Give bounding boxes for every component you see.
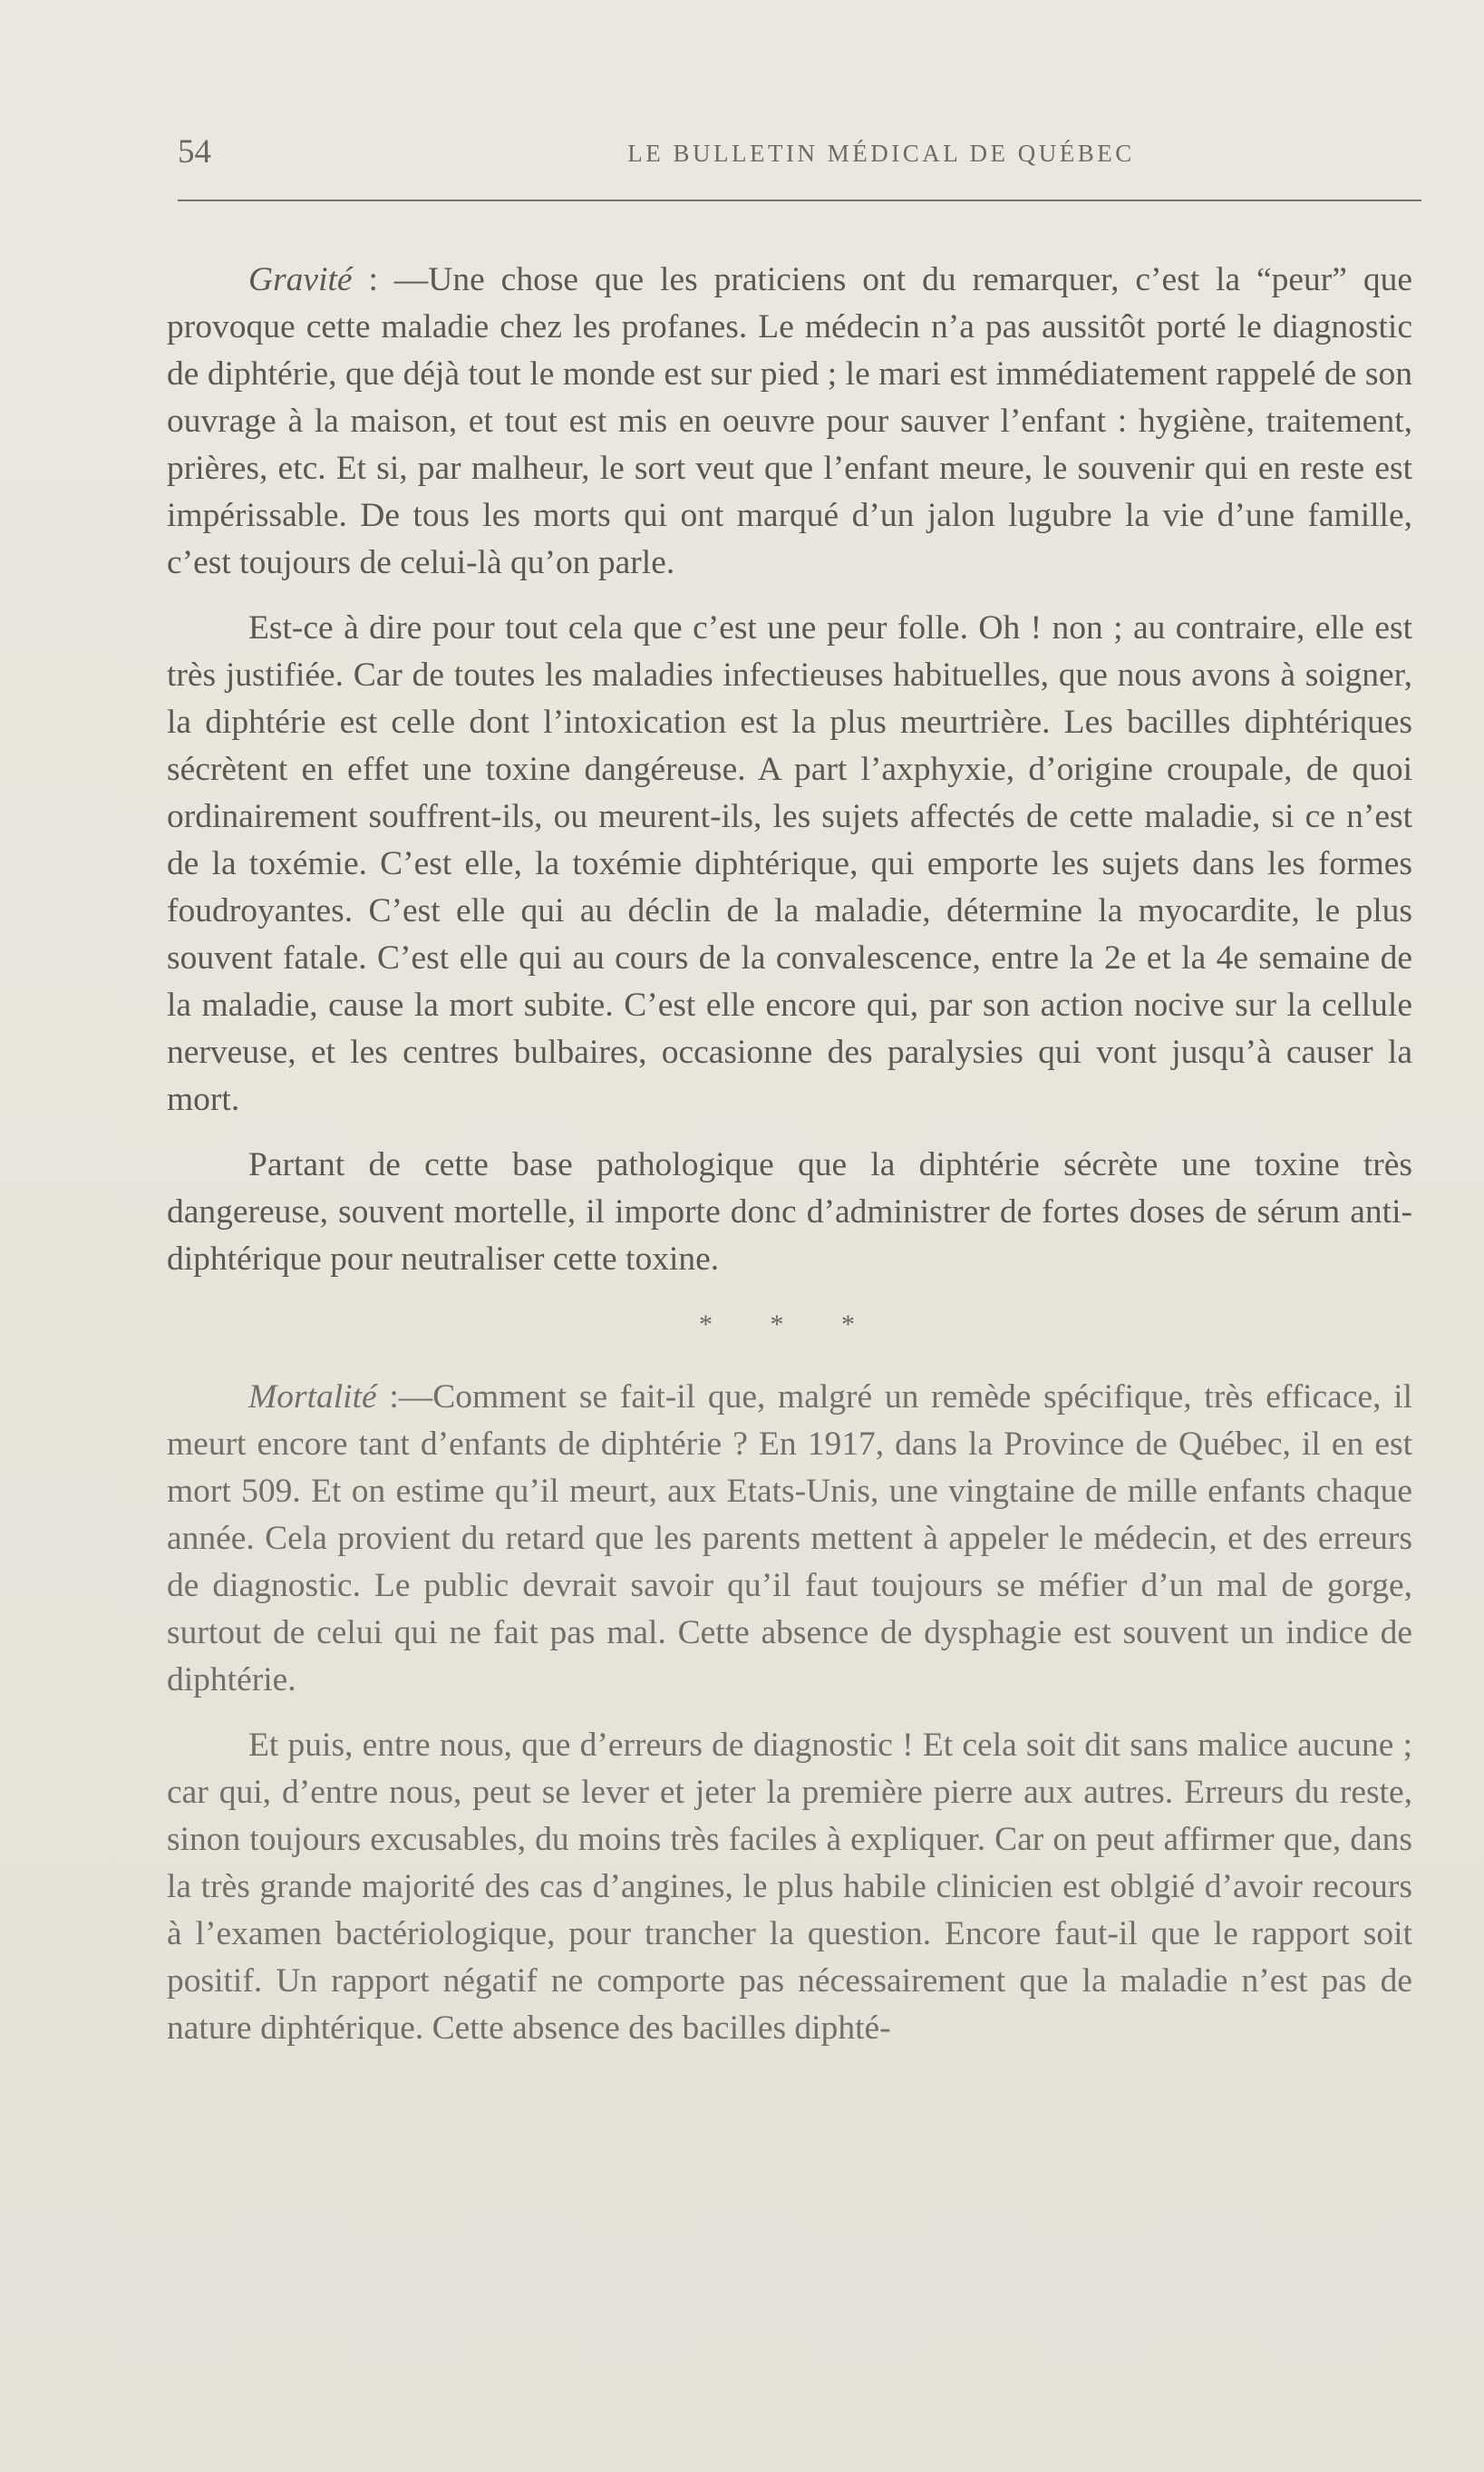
- page-number: 54: [178, 133, 211, 170]
- page-header: [178, 132, 1421, 176]
- header-rule: [178, 200, 1421, 201]
- paragraph-text: : —Une chose que les praticiens ont du remarquer, c’est la “peur” que provoque cette maladie chez les profanes. Le médecin n’a pas aussitôt porté le diagnostic de diphtérie, que déjà tout le monde est sur pied ; le mari est immédiatement rappelé de son ouvrage à la maison, et tout est mis en oeuvre pour sauver l’enfant : hygiène, traitement, prières, etc. Et si, par malheur, le sort veut que l’enfant meure, le souvenir qui en reste est impérissable. De tous les morts qui ont marqué d’un jalon lugubre la vie d’une famille, c’est toujours de celui-là qu’on parle.: [167, 261, 1412, 581]
- section-separator: * * *: [699, 1309, 880, 1339]
- paragraph-text: Est-ce à dire pour tout cela que c’est une peur folle. Oh ! non ; au contraire, elle est très justifiée. Car de toutes les maladies infectieuses habituelles, que nous avons à soigner, la diphtérie est celle dont l’intoxication est la plus meurtrière. Les bacilles diphtériques sécrètent en effet une toxine dangéreuse. A part l’axphyxie, d’origine croupale, de quoi ordinairement souffrent-ils, ou meurent-ils, les sujets affectés de cette maladie, si ce n’est de la toxémie. C’est elle, la toxémie diphtérique, qui emporte les sujets dans les formes foudroyantes. C’est elle qui au déclin de la maladie, détermine la myocardite, le plus souvent fatale. C’est elle qui au cours de la convalescence, entre la 2e et la 4e semaine de la maladie, cause la mort subite. C’est elle encore qui, par son action nocive sur la cellule nerveuse, et les centres bulbaires, occasionne des paralysies qui vont jusqu’à causer la mort.: [167, 609, 1412, 1118]
- paragraph-text: :—Comment se fait-il que, malgré un remède spécifique, très efficace, il meurt encore tant d’enfants de diphtérie ? En 1917, dans la Province de Québec, il en est mort 509. Et on estime qu’il meurt, aux Etats-Unis, une vingtaine de mille enfants chaque année. Cela provient du retard que les parents mettent à appeler le médecin, et des erreurs de diagnostic. Le public devrait savoir qu’il faut toujours se méfier d’un mal de gorge, surtout de celui qui ne fait pas mal. Cette absence de dysphagie est souvent un indice de diphtérie.: [167, 1378, 1412, 1698]
- paragraph-peur-justifiee: [167, 605, 1412, 1124]
- paragraph-erreurs-diagnostic: [167, 1722, 1412, 2052]
- article-body: [167, 257, 1412, 2070]
- paragraph-base-pathologique: [167, 1142, 1412, 1283]
- running-title: LE BULLETIN MÉDICAL DE QUÉBEC: [627, 140, 1135, 167]
- section-lead-gravite: Gravité: [248, 261, 353, 298]
- paragraph-gravite: [167, 257, 1412, 587]
- paragraph-text: Partant de cette base pathologique que la diphtérie sécrète une toxine très dangereuse, souvent mortelle, il importe donc d’administrer de fortes doses de sérum anti-diphtérique pour neutraliser cette toxine.: [167, 1146, 1412, 1278]
- paragraph-mortalite: [167, 1374, 1412, 1704]
- section-lead-mortalite: Mortalité: [248, 1378, 377, 1416]
- paragraph-text: Et puis, entre nous, que d’erreurs de diagnostic ! Et cela soit dit sans malice aucune ; car qui, d’entre nous, peut se lever et jeter la première pierre aux autres. Erreurs du reste, sinon toujours excusables, du moins très faciles à expliquer. Car on peut affirmer que, dans la très grande majorité des cas d’angines, le plus habile clinicien est oblgié d’avoir recours à l’examen bactériologique, pour trancher la question. Encore faut-il que le rapport soit positif. Un rapport négatif ne comporte pas nécessairement que la maladie n’est pas de nature diphtérique. Cette absence des bacilles diphté-: [167, 1727, 1412, 2047]
